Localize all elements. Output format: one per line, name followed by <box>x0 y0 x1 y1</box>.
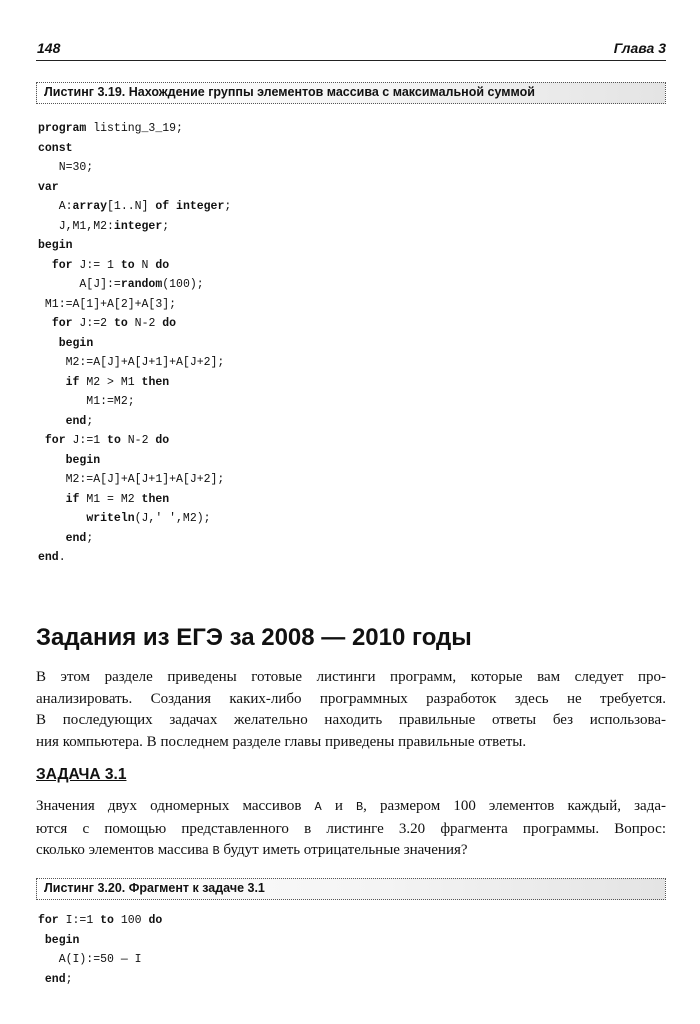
code-text: J:= 1 <box>72 258 121 272</box>
code-keyword: for <box>51 258 73 272</box>
task-3-1-paragraph <box>36 796 666 863</box>
code-text: M2:=A[J]+A[J+1]+A[J+2]; <box>38 356 225 369</box>
code-text <box>38 376 66 389</box>
code-text: N-2 <box>127 317 163 330</box>
listing-3-20-code <box>38 911 162 989</box>
code-text: M2:=A[J]+A[J+1]+A[J+2]; <box>38 473 225 486</box>
code-line <box>38 275 231 295</box>
code-keyword: integer <box>113 219 163 233</box>
code-keyword: const <box>38 141 73 155</box>
listing-3-19-code <box>38 119 231 568</box>
code-text: M1:=A[1]+A[2]+A[3]; <box>38 297 177 311</box>
code-keyword: end <box>65 414 87 428</box>
code-line <box>38 178 231 198</box>
code-keyword: var <box>38 180 59 194</box>
code-text: . <box>58 551 66 564</box>
code-keyword: begin <box>44 933 80 947</box>
code-text: ; <box>86 531 94 545</box>
code-text: N=30; <box>38 161 94 174</box>
chapter-label: Глава 3 <box>613 40 666 56</box>
array-a-name: A <box>314 800 322 814</box>
code-line <box>38 353 231 373</box>
code-line <box>38 334 231 354</box>
code-line <box>38 314 231 334</box>
code-keyword: end <box>38 551 59 564</box>
code-text: ; <box>224 200 232 213</box>
task-text: сколько элементов массива <box>36 842 213 858</box>
code-keyword: to <box>107 434 121 447</box>
code-line <box>38 970 162 990</box>
code-keyword: array <box>72 200 108 213</box>
task-line <box>36 840 666 863</box>
code-line <box>38 911 162 931</box>
header-divider <box>36 60 666 61</box>
code-keyword: if <box>65 492 80 506</box>
code-line <box>38 217 231 237</box>
code-text: [1..N] <box>107 200 156 213</box>
code-text <box>38 337 59 350</box>
code-text: J:=1 <box>65 434 108 447</box>
code-line <box>38 431 231 451</box>
task-text: и <box>321 798 356 814</box>
code-text: J,M1,M2: <box>38 219 114 233</box>
code-text: M2 > M1 <box>79 375 142 389</box>
code-keyword: of integer <box>155 200 225 213</box>
section-title: Задания из ЕГЭ за 2008 — 2010 годы <box>36 624 472 651</box>
page-number: 148 <box>37 40 61 56</box>
task-text: Значения двух одномерных массивов <box>36 798 315 814</box>
code-line <box>38 950 162 970</box>
code-text: ; <box>65 972 73 986</box>
code-text: N <box>134 258 156 272</box>
task-text: будут иметь отрицательные значения? <box>219 842 468 858</box>
code-line <box>38 139 231 159</box>
section-intro-paragraph <box>36 667 666 753</box>
code-text: M1 = M2 <box>79 492 142 506</box>
listing-3-19-caption: Листинг 3.19. Нахождение группы элементов массива с максимальной суммой <box>36 82 666 104</box>
code-keyword: for <box>38 914 59 927</box>
code-line <box>38 295 231 315</box>
code-text: A: <box>38 200 73 213</box>
code-text <box>38 493 66 506</box>
task-3-1-title: ЗАДАЧА 3.1 <box>36 766 127 783</box>
code-text: 100 <box>113 914 149 927</box>
code-text <box>38 973 45 986</box>
code-text: (100); <box>162 278 204 291</box>
code-text: M1:=M2; <box>38 395 135 408</box>
code-text: ; <box>86 414 94 428</box>
code-text <box>38 454 66 467</box>
code-keyword: for <box>44 434 66 447</box>
intro-line: В этом разделе приведены готовые листинги программ, которые вам следует про- <box>36 669 666 685</box>
code-keyword: do <box>155 258 170 272</box>
code-keyword: then <box>141 492 170 506</box>
listing-3-20-caption: Листинг 3.20. Фрагмент к задаче 3.1 <box>36 878 666 900</box>
array-b-name: B <box>355 800 364 814</box>
code-line <box>38 931 162 951</box>
task-line <box>36 796 666 819</box>
code-line <box>38 256 231 276</box>
code-text: A(I):=50 — I <box>38 953 142 966</box>
code-keyword: begin <box>65 453 101 467</box>
code-text: J:=2 <box>72 317 114 330</box>
code-keyword: random <box>120 278 163 291</box>
code-text <box>38 512 86 525</box>
code-keyword: end <box>65 531 87 545</box>
intro-line: В последующих задачах желательно находить правильные ответы без использова- <box>36 712 666 728</box>
code-line <box>38 451 231 471</box>
code-text: A[J]:= <box>38 278 121 291</box>
code-keyword: do <box>155 434 170 447</box>
intro-line: ния компьютера. В последнем разделе главы приведены правильные ответы. <box>36 733 527 750</box>
code-text: ; <box>162 219 170 233</box>
code-line <box>38 412 231 432</box>
code-keyword: to <box>113 317 128 330</box>
code-line <box>38 236 231 256</box>
code-keyword: to <box>100 914 114 927</box>
code-text <box>38 434 45 447</box>
code-line <box>38 509 231 529</box>
code-keyword: begin <box>38 239 73 252</box>
code-text: N-2 <box>120 434 156 447</box>
code-keyword: do <box>148 914 163 927</box>
code-line <box>38 158 231 178</box>
code-keyword: then <box>141 375 170 389</box>
code-text <box>38 934 45 947</box>
code-line <box>38 490 231 510</box>
code-keyword: for <box>51 317 73 330</box>
code-text <box>38 532 66 545</box>
code-keyword: to <box>120 258 135 272</box>
code-line <box>38 529 231 549</box>
array-b-name: B <box>212 844 220 858</box>
code-keyword: if <box>65 375 80 389</box>
code-line <box>38 548 231 568</box>
code-line <box>38 197 231 217</box>
task-text: , размером 100 элементов каждый, зада- <box>363 798 667 814</box>
code-text <box>38 259 52 272</box>
task-line: ются с помощью представленного в листинге 3.20 фрагмента программы. Вопрос: <box>36 820 666 837</box>
code-text <box>38 415 66 428</box>
code-keyword: writeln <box>86 512 135 525</box>
code-text: (J,' ',M2); <box>134 512 211 525</box>
code-keyword: end <box>44 972 66 986</box>
code-text: listing_3_19; <box>86 122 183 135</box>
code-keyword: do <box>162 317 177 330</box>
code-line <box>38 119 231 139</box>
code-line <box>38 470 231 490</box>
intro-line: анализировать. Создания каких-либо программных разработок здесь не требуется. <box>36 690 666 707</box>
code-line <box>38 392 231 412</box>
code-keyword: program <box>38 122 87 135</box>
code-text: I:=1 <box>58 914 101 927</box>
code-text <box>38 317 52 330</box>
code-keyword: begin <box>58 336 94 350</box>
code-line <box>38 373 231 393</box>
